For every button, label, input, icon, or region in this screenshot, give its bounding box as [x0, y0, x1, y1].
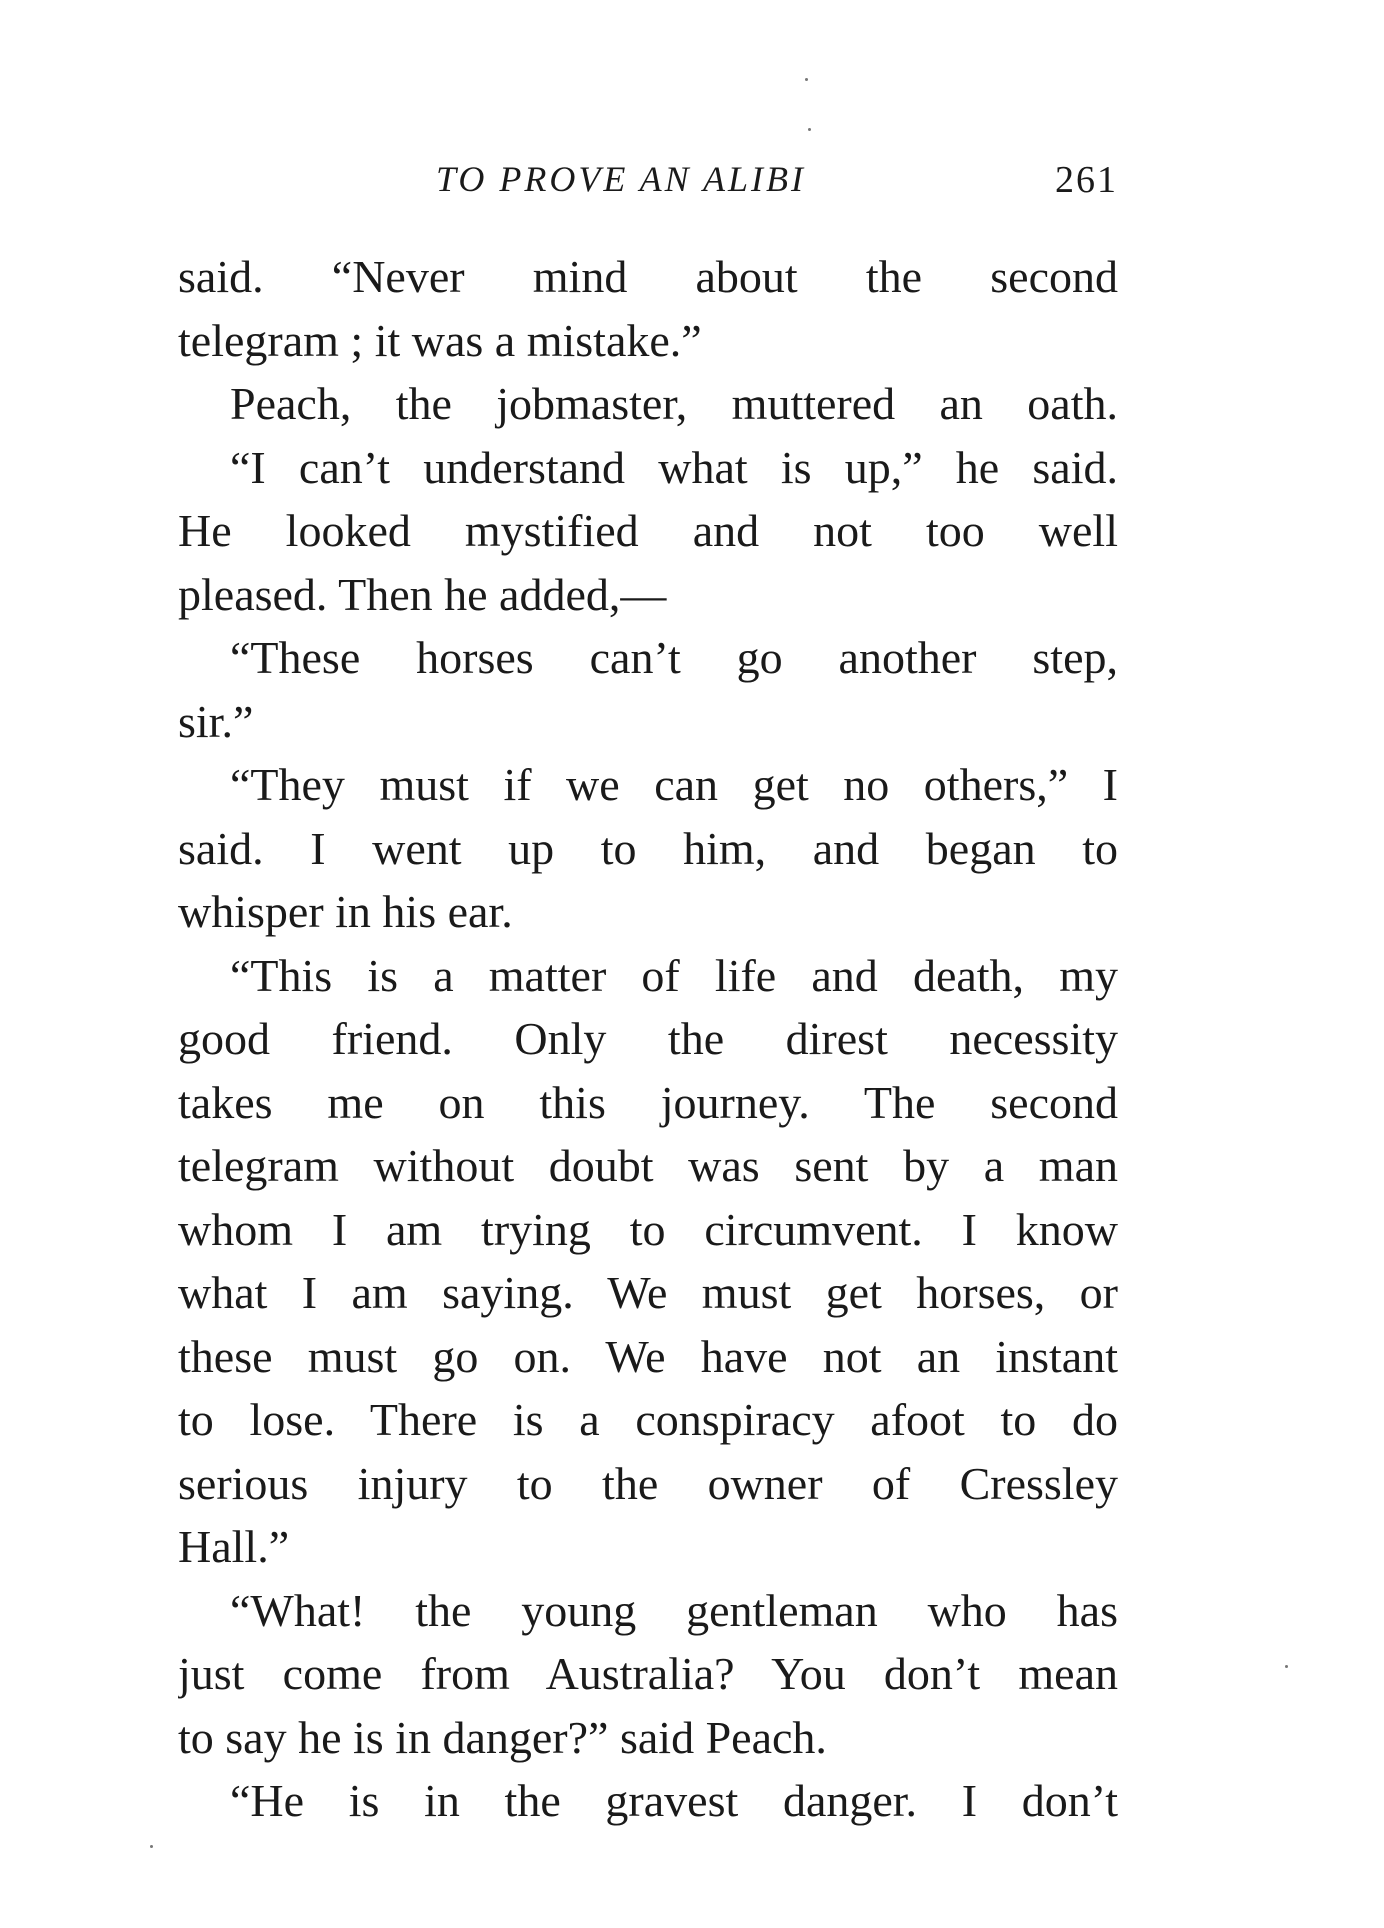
scan-speck	[1285, 1665, 1288, 1668]
text-line: takes me on this journey. The second	[178, 1076, 1118, 1128]
text-line: to say he is in danger?” said Peach.	[178, 1711, 827, 1763]
text-line: whisper in his ear.	[178, 886, 513, 937]
text-line: pleased. Then he added,—	[178, 568, 667, 620]
running-head	[178, 158, 1118, 208]
text-line: “These horses can’t go another step,	[230, 632, 1118, 683]
text-line: serious injury to the owner of Cressley	[178, 1457, 1118, 1509]
text-line: to lose. There is a conspiracy afoot to do	[178, 1394, 1118, 1445]
text-line: good friend. Only the direst necessity	[178, 1013, 1118, 1064]
text-line: just come from Australia? You don’t mean	[178, 1648, 1118, 1699]
text-line: what I am saying. We must get horses, or	[178, 1267, 1118, 1318]
text-line: said. “Never mind about the second	[178, 251, 1118, 302]
text-line: “He is in the gravest danger. I don’t	[230, 1775, 1118, 1826]
text-line: these must go on. We have not an instant	[178, 1330, 1118, 1382]
text-line: He looked mystified and not too well	[178, 505, 1118, 556]
text-line: Hall.”	[178, 1521, 290, 1572]
text-line: “I can’t understand what is up,” he said.	[230, 441, 1118, 493]
running-title: TO PROVE AN ALIBI	[436, 159, 807, 199]
text-line: said. I went up to him, and began to	[178, 822, 1118, 874]
body-text	[178, 245, 1118, 1833]
scan-speck	[150, 1845, 153, 1848]
text-line: whom I am trying to circumvent. I know	[178, 1203, 1118, 1255]
text-line: telegram without doubt was sent by a man	[178, 1140, 1118, 1191]
page-number: 261	[1055, 159, 1118, 201]
scan-speck	[805, 78, 808, 81]
text-line: telegram ; it was a mistake.”	[178, 314, 702, 366]
text-line: Peach, the jobmaster, muttered an oath.	[230, 378, 1118, 429]
text-line: sir.”	[178, 695, 254, 747]
text-line: “What! the young gentleman who has	[230, 1584, 1118, 1636]
text-line: “They must if we can get no others,” I	[230, 759, 1118, 810]
text-line: “This is a matter of life and death, my	[230, 949, 1118, 1001]
scan-speck	[808, 128, 811, 131]
